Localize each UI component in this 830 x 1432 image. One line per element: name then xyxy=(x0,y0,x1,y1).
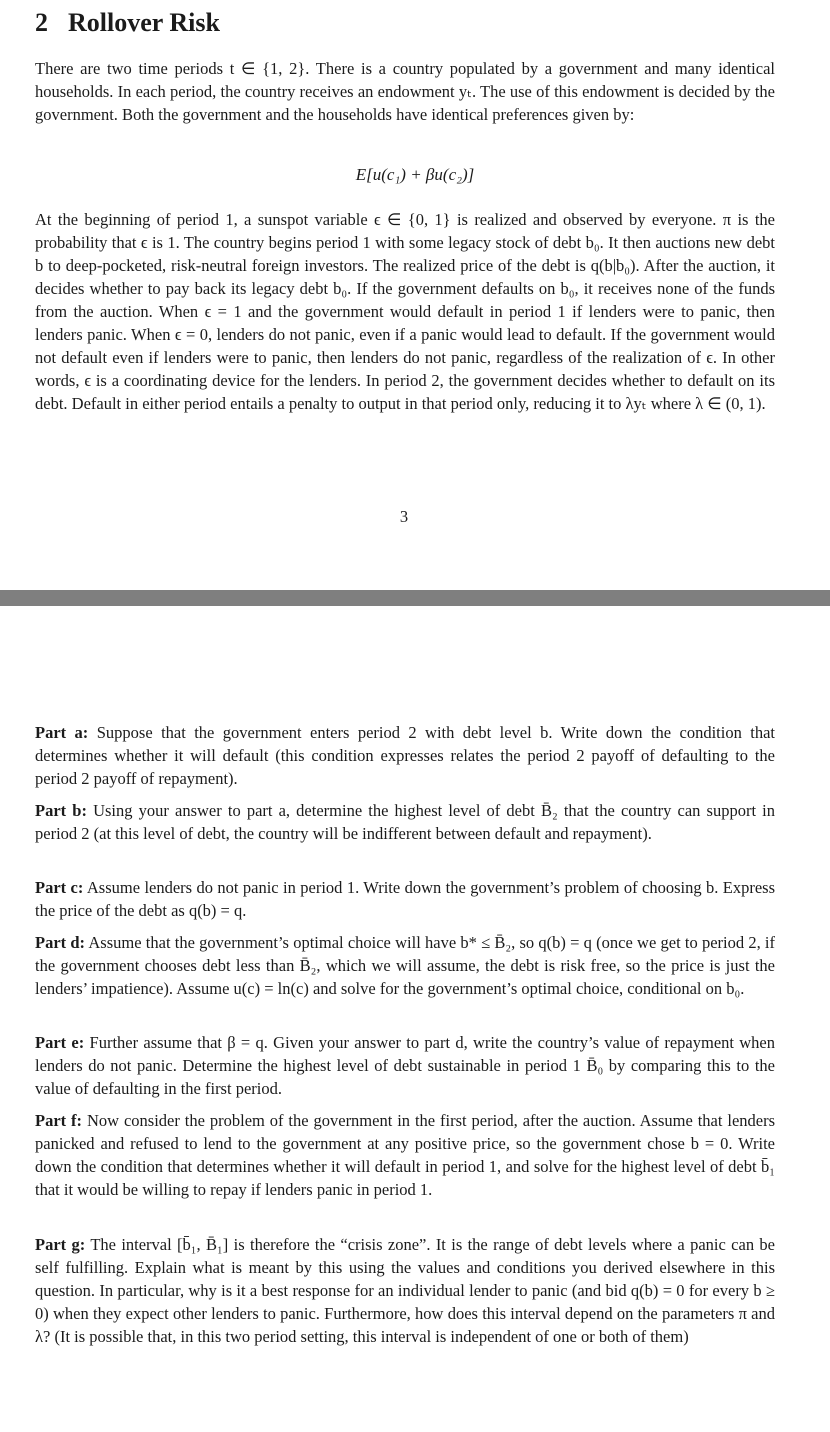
part-g-label: Part g: xyxy=(35,1235,86,1254)
part-d-label: Part d: xyxy=(35,933,86,952)
part-f xyxy=(35,1109,775,1201)
page-divider xyxy=(0,590,830,606)
section-heading xyxy=(35,8,220,38)
part-g-text: The interval [b̄₁, B̄₁] is therefore the “crisis zone”. It is the range of debt levels where a panic can be self fulfilling. Explain what is meant by this using the values and conditions you derived elsewhere in this question. In particular, why is it a best response for an individual lender to panic (and bid q(b) = 0 for every b ≥ 0) when they expect other lenders to panic. Furthermore, how does this interval depend on the parameters π and λ? (It is possible that, in this two period setting, this interval is independent of one or both of them) xyxy=(35,1235,775,1346)
part-b xyxy=(35,799,775,845)
part-c xyxy=(35,876,775,922)
part-c-label: Part c: xyxy=(35,878,84,897)
part-a-label: Part a: xyxy=(35,723,89,742)
page-number: 3 xyxy=(399,507,409,526)
preferences-formula: E[u(c₁) + βu(c₂)] xyxy=(355,165,475,184)
part-f-label: Part f: xyxy=(35,1111,83,1130)
part-g xyxy=(35,1233,775,1348)
part-d-text: Assume that the government’s optimal choice will have b* ≤ B̄₂, so q(b) = q (once we get to period 2, if the government chooses debt less than B̄₂, which we will assume, the debt is risk free, so the price is just the lenders’ impatience). Assume u(c) = ln(c) and solve for the government’s optimal choice, conditional on b₀. xyxy=(35,933,776,998)
part-e-text: Further assume that β = q. Given your answer to part d, write the country’s value of repayment when lenders do not panic. Determine the highest level of debt sustainable in period 1 B̄₀ by comparing this to the value of defaulting in the first period. xyxy=(35,1033,775,1098)
part-e xyxy=(35,1031,775,1100)
part-e-label: Part e: xyxy=(35,1033,85,1052)
part-f-text: Now consider the problem of the government in the first period, after the auction. Assume that lenders panicked and refused to lend to the government at any positive price, so the government chose b = 0. Write down the condition that determines whether it will default in period 1, and solve for the highest level of debt b̄₁ that it would be willing to repay if lenders panic in period 1. xyxy=(35,1111,776,1199)
intro-paragraph: There are two time periods t ∈ {1, 2}. There is a country populated by a government and many identical households. In each period, the country receives an endowment yₜ. The use of this endowment is decided by the government. Both the government and the households have identical preferences given by: xyxy=(35,59,775,124)
part-d xyxy=(35,931,775,1000)
section-title: Rollover Risk xyxy=(68,8,220,37)
part-a xyxy=(35,721,775,790)
part-c-text: Assume lenders do not panic in period 1. Write down the government’s problem of choosing b. Express the price of the debt as q(b) = q. xyxy=(35,878,776,920)
part-b-text: Using your answer to part a, determine the highest level of debt B̄₂ that the country can support in period 2 (at this level of debt, the country will be indifferent between default and repayment). xyxy=(35,801,775,843)
section-number: 2 xyxy=(35,8,48,37)
part-b-label: Part b: xyxy=(35,801,87,820)
page-3 xyxy=(0,0,830,590)
setup-paragraph: At the beginning of period 1, a sunspot variable ϵ ∈ {0, 1} is realized and observed by everyone. π is the probability that ϵ is 1. The country begins period 1 with some legacy stock of debt b₀. It then auctions new debt b to deep-pocketed, risk-neutral foreign investors. The realized price of the debt is q(b|b₀). After the auction, it decides whether to pay back its legacy debt b₀. If the government defaults on b₀, it receives none of the funds from the auction. When ϵ = 1 and the government would default in period 1 if lenders were to panic, then lenders panic. When ϵ = 0, lenders do not panic, even if a panic would lead to default. If the government would not default even if lenders were to panic, then lenders do not panic, regardless of the realization of ϵ. In other words, ϵ is a coordinating device for the lenders. In period 2, the government decides whether to default on its debt. Default in either period entails a penalty to output in that period only, reducing it to λyₜ where λ ∈ (0, 1). xyxy=(35,210,775,413)
page-4 xyxy=(0,606,830,1432)
part-a-text: Suppose that the government enters period 2 with debt level b. Write down the condition that determines whether it will default (this condition expresses relates the period 2 payoff of defaulting to the period 2 payoff of repayment). xyxy=(35,723,776,788)
